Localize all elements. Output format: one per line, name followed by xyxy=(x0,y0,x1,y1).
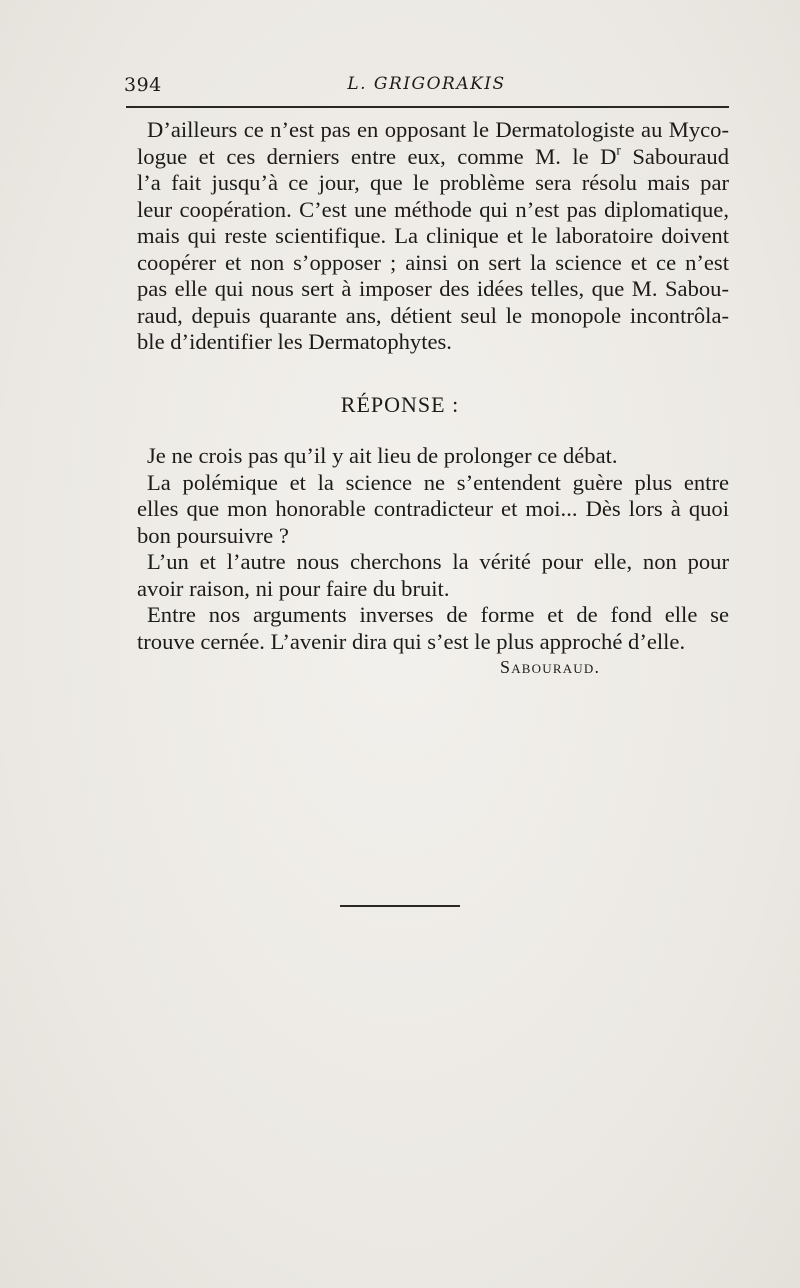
running-head: L. GRIGORAKIS xyxy=(347,74,506,94)
reply-line: trouve cernée. L’avenir dira qui s’est le plus approché d’elle. xyxy=(137,628,686,654)
paragraph-1 xyxy=(137,117,729,356)
paragraph-line: l’a fait jusqu’à ce jour, que le problème sera résolu mais par xyxy=(137,170,729,195)
paragraph-line-tail: Sabouraud xyxy=(620,143,729,169)
paragraph-line-text: logue et ces derniers entre eux, comme M. le D xyxy=(137,143,617,169)
paragraph-line xyxy=(137,144,729,171)
paragraph-line: leur coopération. C’est une méthode qui n’est pas diplomatique, xyxy=(137,196,729,222)
end-rule xyxy=(340,905,460,907)
paragraph-line: mais qui reste scientifique. La clinique et le laboratoire doivent xyxy=(137,223,729,248)
reply-text xyxy=(137,443,729,655)
reply-line: Je ne crois pas qu’il y ait lieu de prolonger ce débat. xyxy=(147,443,618,468)
reply-line: elles que mon honorable contradicteur et moi... Dès lors à quoi xyxy=(137,496,729,521)
paragraph-line: D’ailleurs ce n’est pas en opposant le Dermatologiste au Myco- xyxy=(147,117,729,142)
header-rule xyxy=(126,106,729,108)
paragraph-line: coopérer et non s’opposer ; ainsi on sert la science et ce n’est xyxy=(137,249,729,275)
reply-line: bon poursuivre ? xyxy=(137,522,289,548)
signature: Sabouraud. xyxy=(500,657,601,677)
paragraph-line: raud, depuis quarante ans, détient seul le monopole incontrôla- xyxy=(137,302,729,328)
page-number: 394 xyxy=(124,74,162,96)
reply-line: La polémique et la science ne s’entendent guère plus entre xyxy=(147,469,729,495)
reply-line: Entre nos arguments inverses de forme et de fond elle se xyxy=(147,602,729,627)
dr-superscript: r xyxy=(616,142,621,158)
section-title: RÉPONSE : xyxy=(340,392,460,417)
page-header xyxy=(124,74,729,102)
paragraph-line: pas elle qui nous sert à imposer des idées telles, que M. Sabou- xyxy=(137,276,729,301)
paragraph-line: ble d’identifier les Dermatophytes. xyxy=(137,329,452,354)
reply-line: avoir raison, ni pour faire du bruit. xyxy=(137,575,450,601)
reply-line: L’un et l’autre nous cherchons la vérité pour elle, non pour xyxy=(147,549,729,574)
